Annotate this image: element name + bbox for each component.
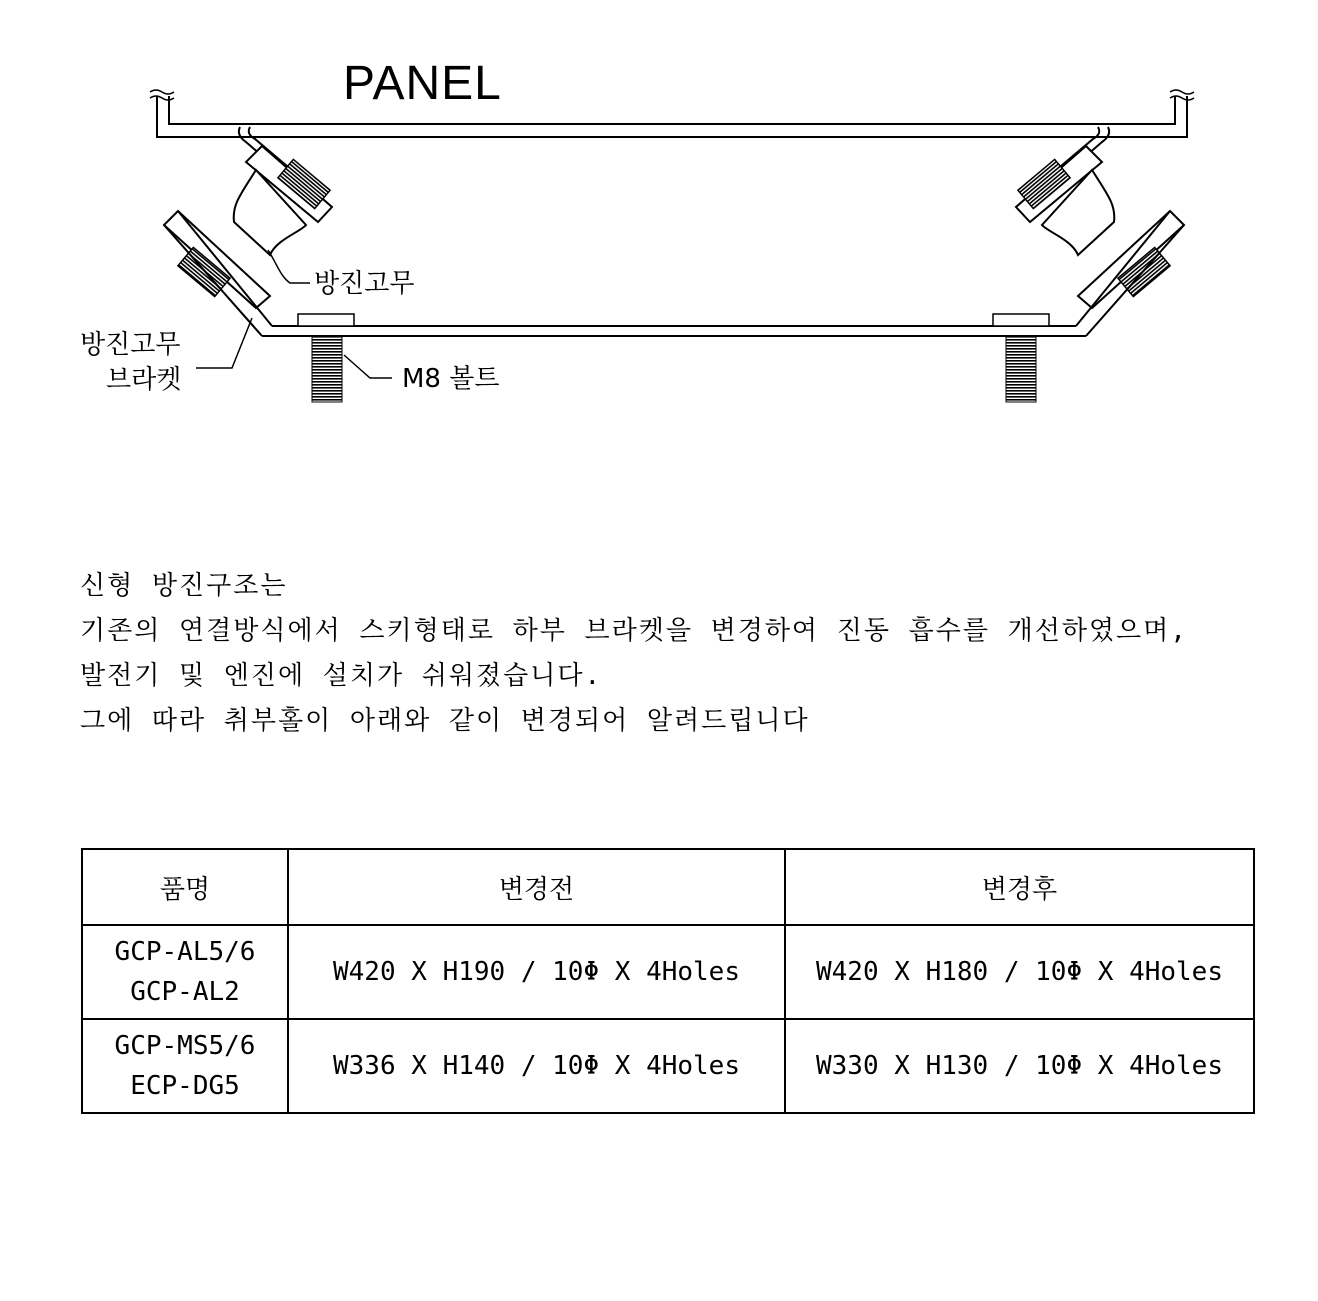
table-row (82, 925, 1254, 1019)
header-before: 변경전 (288, 849, 785, 925)
right-bolt (1006, 337, 1036, 402)
before-cell: W336 X H140 / 10Φ X 4Holes (288, 1019, 785, 1113)
left-bolt (312, 337, 342, 402)
panel-plate (150, 90, 1194, 137)
description-line: 신형 방진구조는 (80, 571, 288, 601)
mounting-diagram (0, 0, 1318, 440)
description-line: 기존의 연결방식에서 스키형태로 하부 브라켓을 변경하여 진동 흡수를 개선하였으며, (80, 616, 1188, 646)
product-name-cell (82, 1019, 288, 1113)
after-cell: W330 X H130 / 10Φ X 4Holes (785, 1019, 1254, 1113)
product-name: GCP-AL2 (130, 977, 240, 1007)
product-name: GCP-AL5/6 (114, 937, 256, 967)
after-cell: W420 X H180 / 10Φ X 4Holes (785, 925, 1254, 1019)
rubber-leader (268, 250, 310, 283)
table-row (82, 1019, 1254, 1113)
panel-label: PANEL (343, 57, 502, 110)
description-line: 발전기 및 엔진에 설치가 쉬워졌습니다. (80, 661, 603, 691)
table-header-row (82, 849, 1254, 925)
product-name: GCP-MS5/6 (114, 1031, 256, 1061)
left-mount (164, 127, 332, 336)
bolt-label: M8 볼트 (402, 364, 500, 394)
rubber-label: 방진고무 (314, 269, 415, 299)
description-line: 그에 따라 취부홀이 아래와 같이 변경되어 알려드립니다 (80, 706, 810, 736)
ski-bracket (262, 314, 1086, 336)
bracket-leader (196, 318, 252, 368)
before-cell: W420 X H190 / 10Φ X 4Holes (288, 925, 785, 1019)
bracket-label-line2: 브라켓 (106, 365, 182, 395)
bracket-label-line1: 방진고무 (80, 330, 181, 360)
product-name-cell (82, 925, 288, 1019)
right-mount (1016, 127, 1184, 336)
description (80, 566, 1260, 746)
header-product-name: 품명 (82, 849, 288, 925)
bolt-leader (344, 355, 392, 378)
header-after: 변경후 (785, 849, 1254, 925)
product-name: ECP-DG5 (130, 1071, 240, 1101)
spec-table (81, 848, 1255, 1114)
